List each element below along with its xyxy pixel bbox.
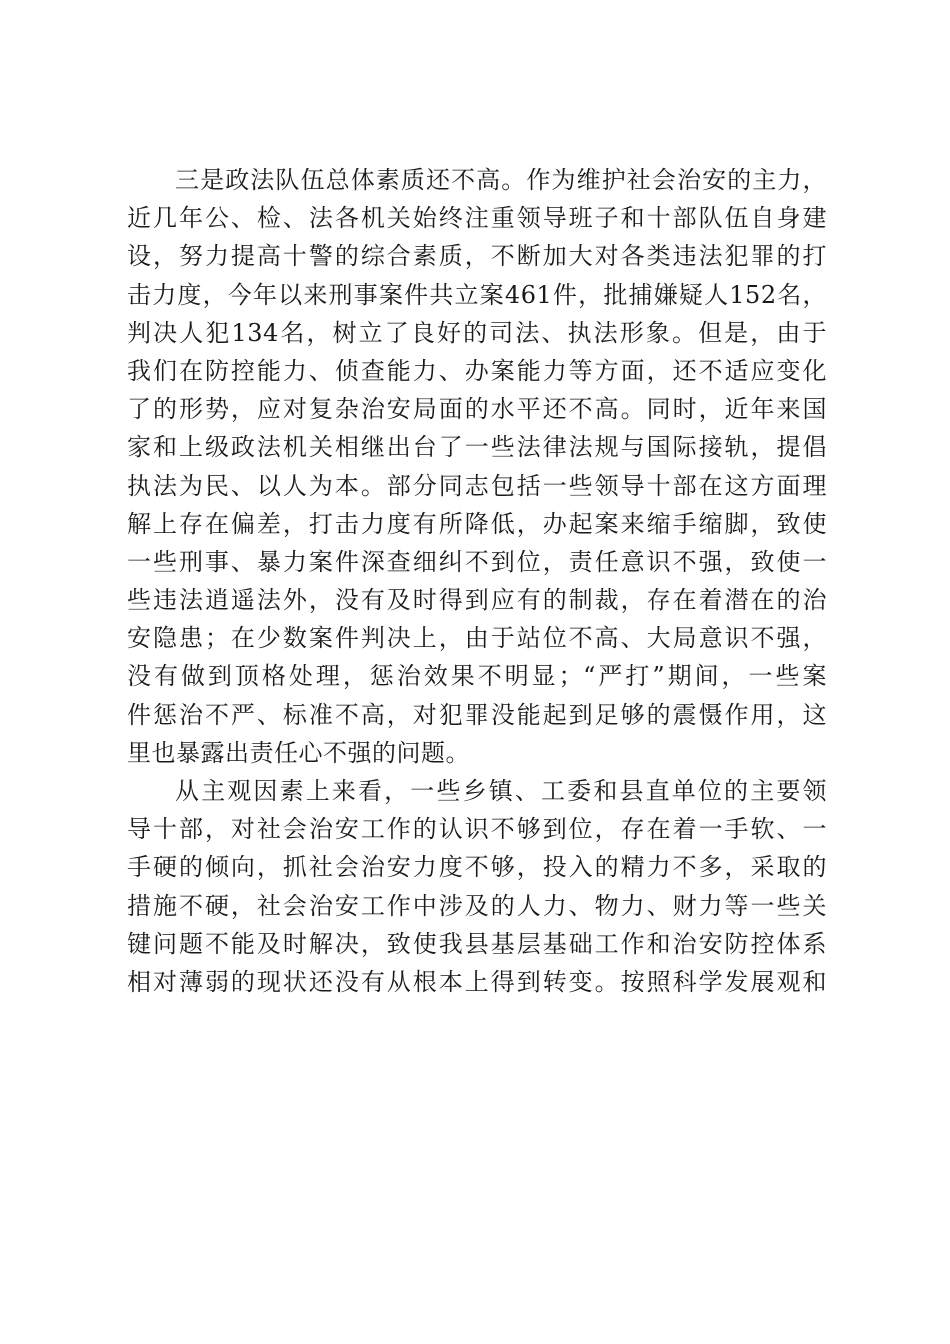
text-line: 里也暴露出责任心不强的问题。 [127,738,470,767]
text-line: 相对薄弱的现状还没有从根本上得到转变。按照科学发展观和 [127,967,827,996]
text-line: 家和上级政法机关相继出台了一些法律法规与国际接轨，提倡 [127,433,827,462]
text-line: 执法为民、以人为本。部分同志包括一些领导十部在这方面理 [127,471,827,500]
body-text [127,161,827,1001]
text-line: 了的形势，应对复杂治安局面的水平还不高。同时，近年来国 [127,395,827,424]
text-line: 三是政法队伍总体素质还不高。作为维护社会治安的主力， [175,166,827,194]
text-line: 设，努力提高十警的综合素质，不断加大对各类违法犯罪的打 [127,242,827,271]
text-line: 击力度，今年以来刑事案件共立案461件，批捕嫌疑人152名， [127,280,827,309]
text-line: 从主观因素上来看，一些乡镇、工委和县直单位的主要领 [175,777,827,805]
text-line: 判决人犯134名，树立了良好的司法、执法形象。但是，由于 [127,318,827,347]
text-line: 一些刑事、暴力案件深查细纠不到位，责任意识不强，致使一 [127,547,827,576]
text-line: 解上存在偏差，打击力度有所降低，办起案来缩手缩脚，致使 [127,509,827,538]
text-line: 近几年公、检、法各机关始终注重领导班子和十部队伍自身建 [127,204,827,233]
text-line: 键问题不能及时解决，致使我县基层基础工作和治安防控体系 [127,929,827,958]
paragraph-1 [127,161,827,772]
paragraph-2 [127,772,827,1001]
text-line: 导十部，对社会治安工作的认识不够到位，存在着一手软、一 [127,815,827,844]
text-line: 些违法逍遥法外，没有及时得到应有的制裁，存在着潜在的治 [127,586,827,615]
text-line: 措施不硬，社会治安工作中涉及的人力、物力、财力等一些关 [127,891,827,920]
text-line: 安隐患；在少数案件判决上，由于站位不高、大局意识不强， [127,624,827,653]
text-line: 我们在防控能力、侦查能力、办案能力等方面，还不适应变化 [127,356,827,385]
text-line: 手硬的倾向，抓社会治安力度不够，投入的精力不多，采取的 [127,853,827,882]
text-line: 没有做到顶格处理，惩治效果不明显；“严打”期间，一些案 [127,662,827,691]
text-line: 件惩治不严、标准不高，对犯罪没能起到足够的震慑作用，这 [127,700,827,729]
